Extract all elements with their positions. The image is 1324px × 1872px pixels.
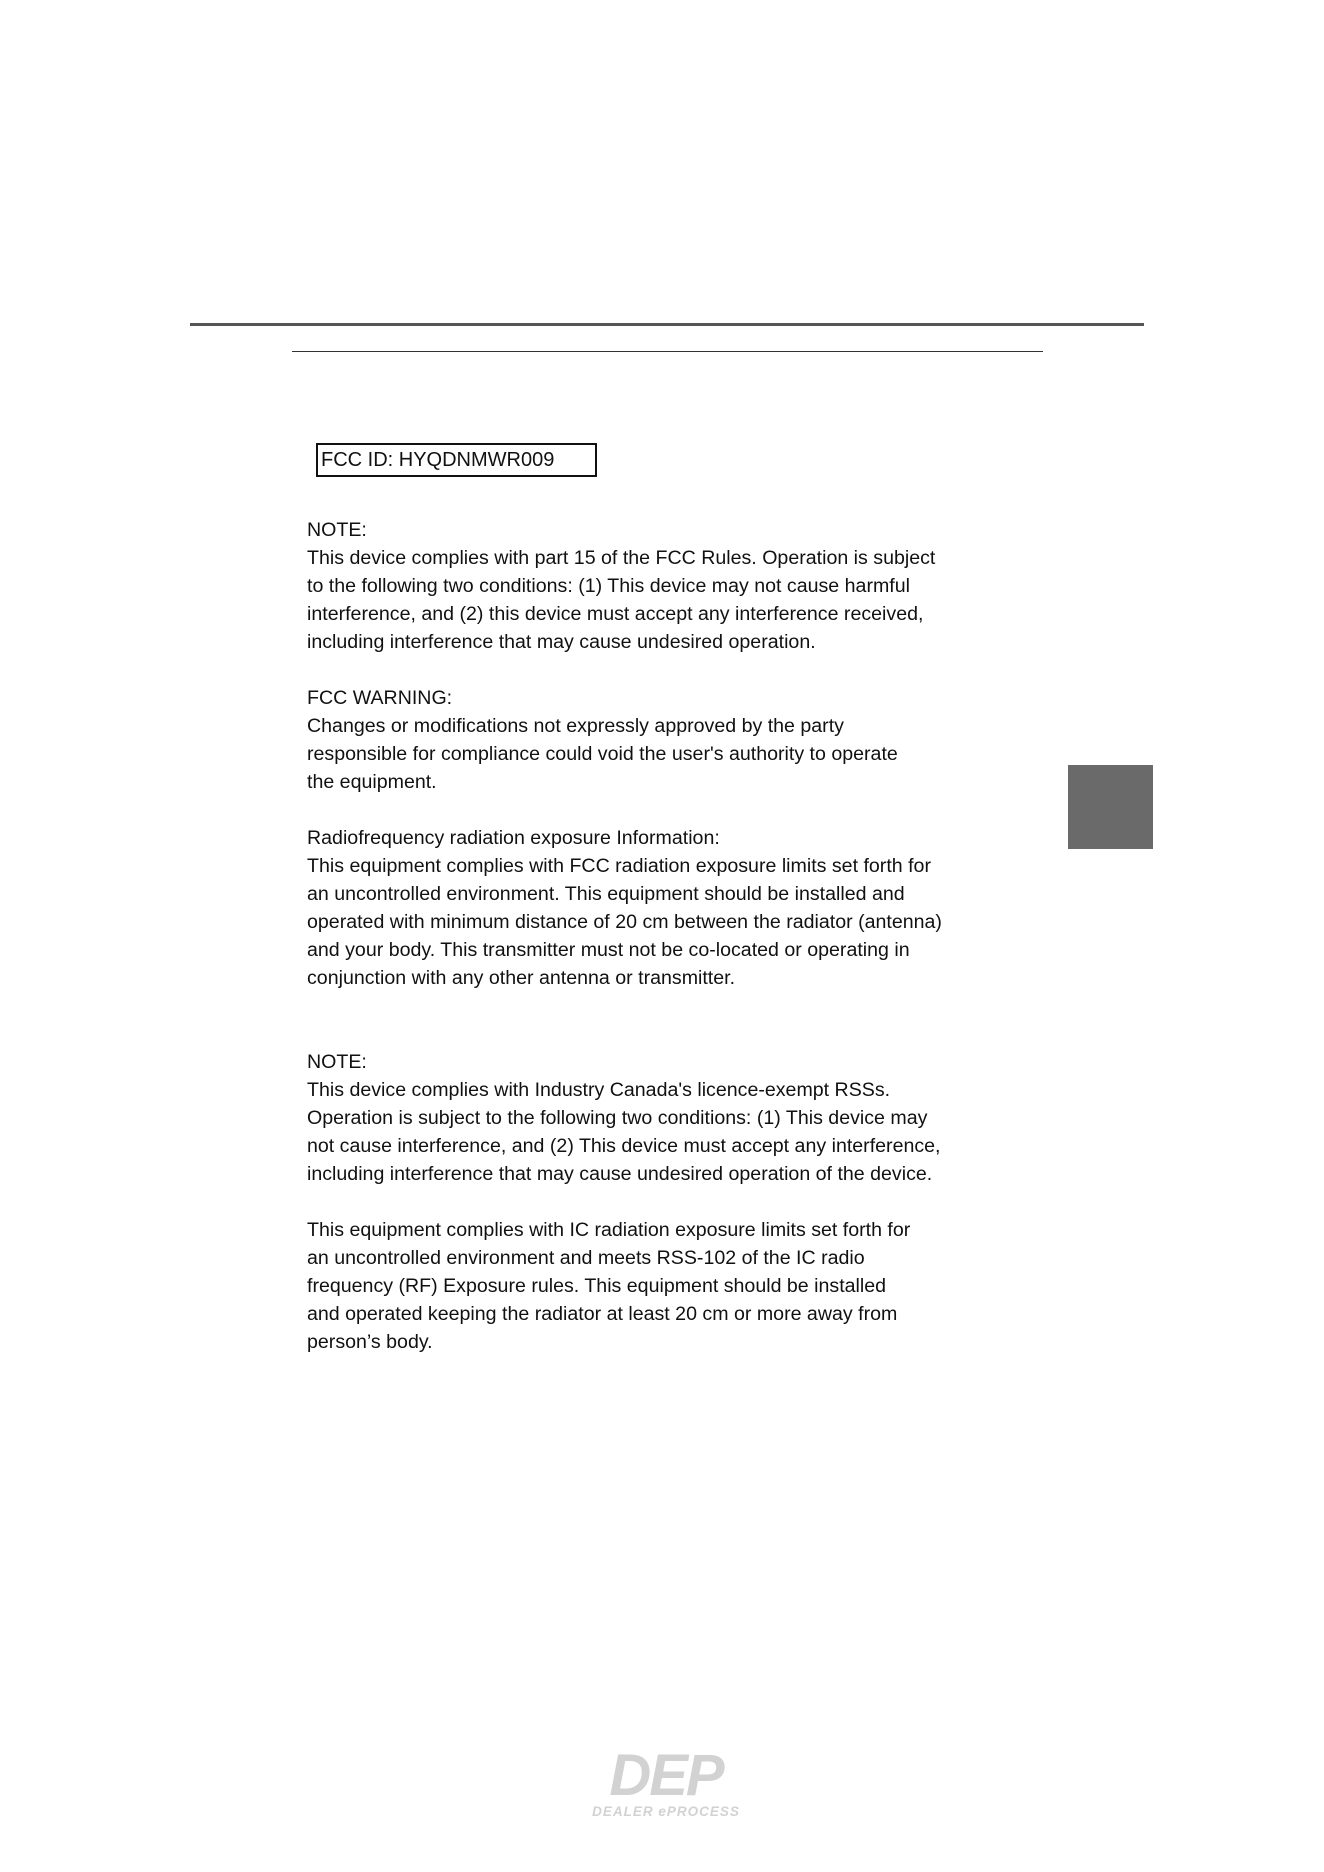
text-line: responsible for compliance could void the user's authority to operate: [307, 743, 898, 765]
text-line: conjunction with any other antenna or transmitter.: [307, 967, 736, 989]
text-line: Changes or modifications not expressly approved by the party: [307, 715, 844, 737]
text-line: including interference that may cause undesired operation.: [307, 631, 816, 653]
text-line: person’s body.: [307, 1331, 433, 1353]
text-line: interference, and (2) this device must accept any interference received,: [307, 603, 924, 625]
text-line: This equipment complies with FCC radiation exposure limits set forth for: [307, 855, 931, 877]
section-heading: NOTE:: [307, 1051, 367, 1073]
subheader-rule: [292, 351, 1043, 352]
logo-letters: DEP: [609, 1745, 723, 1808]
text-line: operated with minimum distance of 20 cm between the radiator (antenna): [307, 911, 942, 933]
section-heading: Radiofrequency radiation exposure Information:: [307, 827, 720, 849]
fcc-id-label: FCC ID: HYQDNMWR009: [316, 443, 597, 477]
text-line: an uncontrolled environment and meets RSS-102 of the IC radio: [307, 1247, 865, 1269]
text-line: the equipment.: [307, 771, 437, 793]
text-line: to the following two conditions: (1) This device may not cause harmful: [307, 575, 910, 597]
ic-note-section: [307, 1048, 1067, 1188]
section-heading: NOTE:: [307, 519, 367, 541]
text-line: This device complies with Industry Canada's licence-exempt RSSs.: [307, 1079, 891, 1101]
text-line: frequency (RF) Exposure rules. This equipment should be installed: [307, 1275, 887, 1297]
ic-exposure-section: [307, 1216, 1067, 1356]
dealer-eprocess-logo: [575, 1745, 757, 1821]
text-line: not cause interference, and (2) This device must accept any interference,: [307, 1135, 941, 1157]
text-line: including interference that may cause undesired operation of the device.: [307, 1163, 933, 1185]
text-line: and operated keeping the radiator at least 20 cm or more away from: [307, 1303, 898, 1325]
regulatory-text: [307, 516, 1067, 1356]
header-rule: [190, 323, 1144, 326]
text-line: Operation is subject to the following two conditions: (1) This device may: [307, 1107, 928, 1129]
section-heading: FCC WARNING:: [307, 687, 453, 709]
text-line: This equipment complies with IC radiation exposure limits set forth for: [307, 1219, 911, 1241]
rf-exposure-section: [307, 824, 1067, 992]
text-line: an uncontrolled environment. This equipment should be installed and: [307, 883, 905, 905]
section-side-tab: [1068, 765, 1153, 849]
logo-tagline: DEALER ePROCESS: [592, 1804, 740, 1819]
fcc-note-section: [307, 516, 1067, 656]
fcc-warning-section: [307, 684, 1067, 796]
text-line: This device complies with part 15 of the FCC Rules. Operation is subject: [307, 547, 936, 569]
text-line: and your body. This transmitter must not be co-located or operating in: [307, 939, 910, 961]
